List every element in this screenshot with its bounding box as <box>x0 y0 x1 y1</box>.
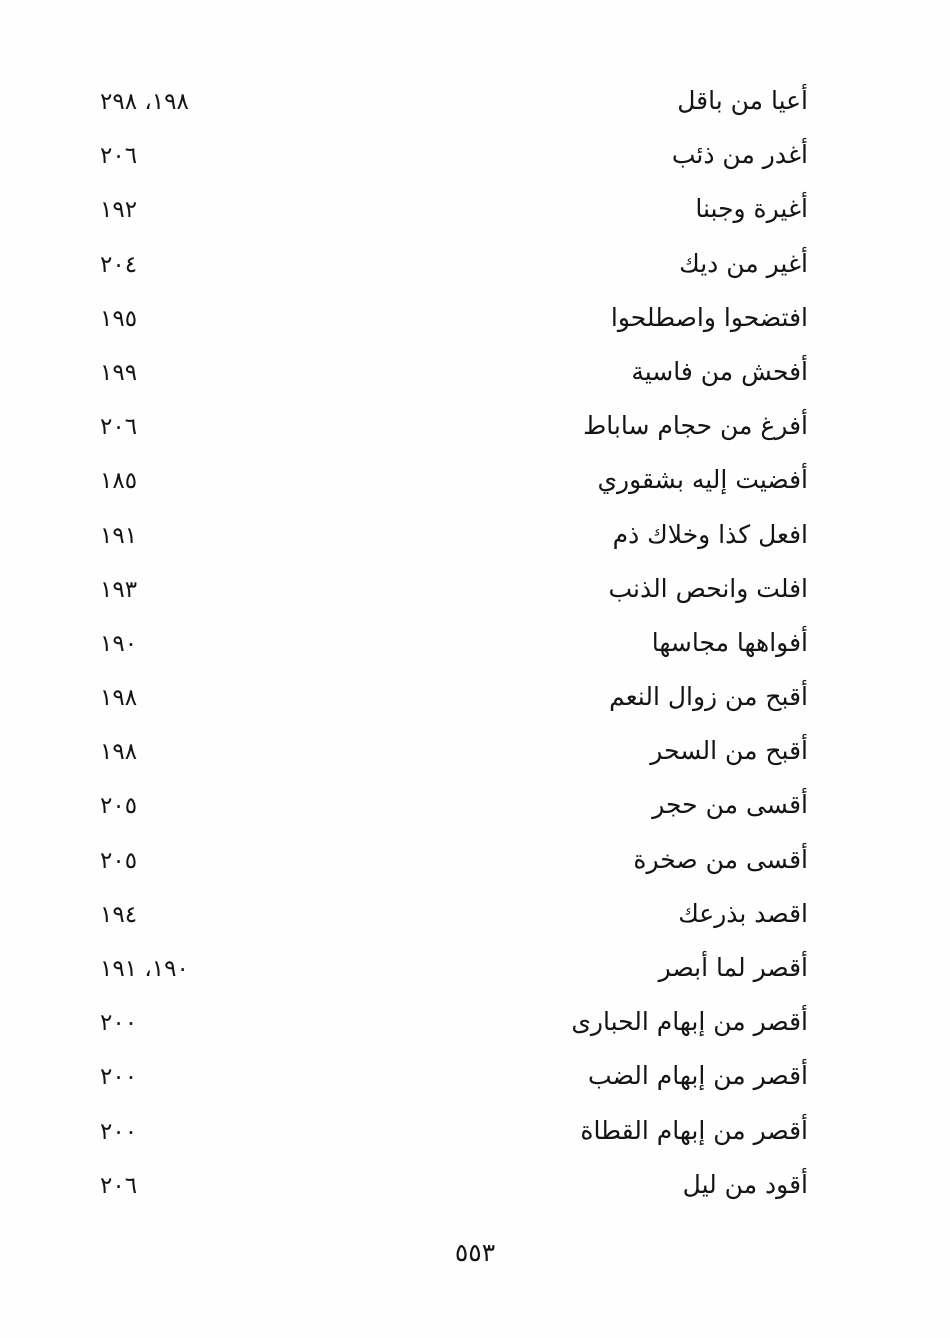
proverb-text: اقصد بذرعك <box>678 898 808 928</box>
index-entry <box>100 76 812 130</box>
index-entry <box>100 510 812 564</box>
proverb-text: أغدر من ذئب <box>671 140 808 170</box>
page-number: ٥٥٣ <box>454 1238 496 1267</box>
index-entry <box>100 130 812 184</box>
page-references: ١٨٥ <box>100 468 138 495</box>
proverb-text: أعيا من باقل <box>677 86 808 115</box>
index-entry <box>100 997 812 1051</box>
proverb-text: افلت وانحص الذنب <box>608 573 808 603</box>
page-references: ٢٠٦ <box>100 414 138 441</box>
proverb-text: أقصر من إبهام القطاة <box>580 1115 808 1145</box>
page-references: ٢٠٦ <box>100 1172 138 1199</box>
proverb-text: أقسى من حجر <box>652 790 808 820</box>
index-entry <box>100 672 812 726</box>
page-references: ١٩٣ <box>100 576 138 603</box>
proverb-text: أقبح من السحر <box>650 736 808 766</box>
index-entry <box>100 401 812 455</box>
page-references: ١٩٠ <box>100 630 138 657</box>
page-references: ٢٠٦ <box>100 143 138 170</box>
page-references: ٢٠٠ <box>100 1064 138 1091</box>
index-entry <box>100 347 812 401</box>
index-entry <box>100 780 812 834</box>
proverb-text: أقبح من زوال النعم <box>609 682 808 712</box>
proverb-text: افتضحوا واصطلحوا <box>610 302 808 332</box>
proverb-text: أغيرة وجبنا <box>695 194 808 224</box>
page-references: ٢٠٠ <box>100 1010 138 1037</box>
proverb-text: أقصر من إبهام الحبارى <box>571 1007 808 1037</box>
proverb-text: أقصر من إبهام الضب <box>588 1061 808 1091</box>
index-entry <box>100 618 812 672</box>
index-entry <box>100 293 812 347</box>
page-references: ٢٠٥ <box>100 847 138 874</box>
page-references: ١٩٨ <box>100 739 138 766</box>
index-entry <box>100 239 812 293</box>
page-references: ٢٠٤ <box>100 251 138 278</box>
page-references: ١٩٢ <box>100 197 138 224</box>
index-entry <box>100 943 812 997</box>
proverb-text: أقصر لما أبصر <box>658 953 808 982</box>
index-entry <box>100 1160 812 1214</box>
proverb-text: أغير من ديك <box>679 248 808 278</box>
proverb-text: أقسى من صخرة <box>633 844 808 874</box>
proverb-text: أفرغ من حجام ساباط <box>583 411 808 441</box>
proverb-text: أفواهها مجاسها <box>651 627 808 657</box>
page-references: ١٩٤ <box>100 901 138 928</box>
index-entry <box>100 835 812 889</box>
proverb-index-list <box>100 76 812 1214</box>
index-entry <box>100 455 812 509</box>
proverb-text: أفحش من فاسية <box>631 356 808 386</box>
page-references: ٢٠٥ <box>100 793 138 820</box>
page-references: ١٩٨ <box>100 685 138 712</box>
page-references: ١٩٥ <box>100 305 138 332</box>
index-entry <box>100 564 812 618</box>
proverb-text: افعل كذا وخلاك ذم <box>612 519 808 549</box>
page-references: ١٩٩ <box>100 359 138 386</box>
index-entry <box>100 889 812 943</box>
page-references: ١٩٠، ١٩١ <box>100 956 189 982</box>
index-entry <box>100 1106 812 1160</box>
index-entry <box>100 726 812 780</box>
page-references: ٢٠٠ <box>100 1118 138 1145</box>
page-references: ١٩٨، ٢٩٨ <box>100 89 189 115</box>
page-references: ١٩١ <box>100 522 138 549</box>
index-entry <box>100 184 812 238</box>
proverb-text: أقود من ليل <box>682 1169 808 1199</box>
proverb-text: أفضيت إليه بشقوري <box>597 465 808 495</box>
index-entry <box>100 1051 812 1105</box>
